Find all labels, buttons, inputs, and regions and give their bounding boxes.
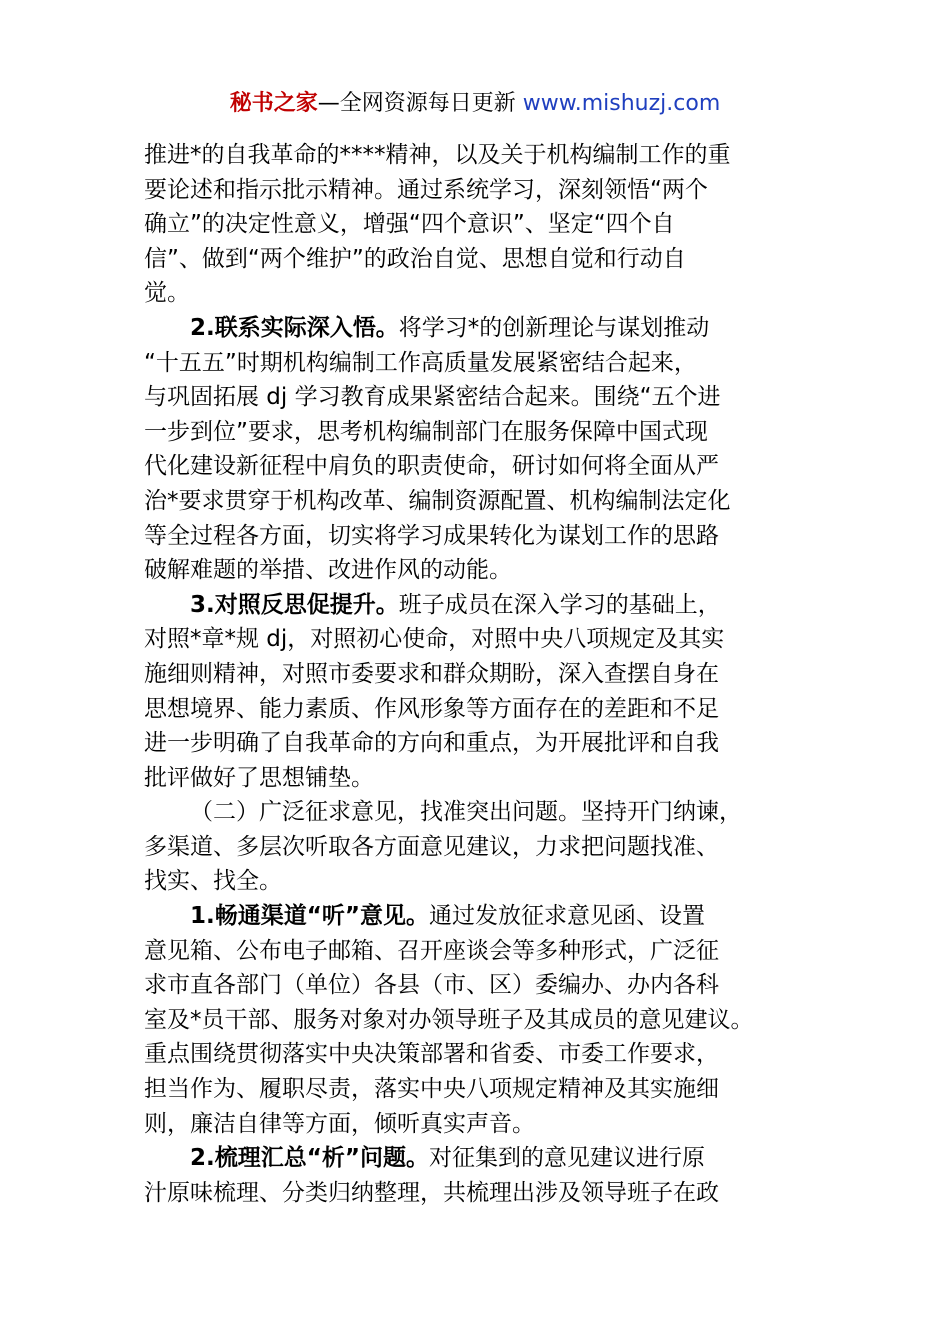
text-line: 确立”的决定性意义，增强“四个意识”、坚定“四个自 [144, 211, 675, 238]
text-line: 则，廉洁自律等方面，倾听真实声音。 [144, 1110, 535, 1137]
section-heading-line: 2.联系实际深入悟。将学习*的创新理论与谋划推动 [190, 314, 710, 341]
text-line: 思想境界、能力素质、作风形象等方面存在的差距和不足 [144, 695, 719, 722]
text-line: 重点围绕贯彻落实中央决策部署和省委、市委工作要求， [144, 1041, 719, 1068]
section-heading: 3.对照反思促提升。 [190, 591, 399, 618]
page-header [0, 88, 950, 120]
text-line: 治*要求贯穿于机构改革、编制资源配置、机构编制法定化 [144, 487, 731, 514]
text-line: 求市直各部门（单位）各县（市、区）委编办、办内各科 [144, 972, 719, 999]
text-line: 等全过程各方面，切实将学习成果转化为谋划工作的思路 [144, 522, 719, 549]
section-heading-line: 3.对照反思促提升。班子成员在深入学习的基础上， [190, 591, 721, 618]
text-line: 与巩固拓展 dj 学习教育成果紧密结合起来。围绕“五个进 [144, 384, 721, 411]
text-line: 信”、做到“两个维护”的政治自觉、思想自觉和行动自 [144, 245, 686, 272]
text-line: 破解难题的举措、改进作风的动能。 [144, 557, 512, 584]
text-line: 推进*的自我革命的****精神，以及关于机构编制工作的重 [144, 142, 731, 168]
brand-name: 秘书之家 [229, 91, 318, 116]
section-heading-line: 1.畅通渠道“听”意见。通过发放征求意见函、设置 [190, 903, 705, 930]
text-line: 多渠道、多层次听取各方面意见建议，力求把问题找准、 [144, 833, 719, 860]
text-line: 找实、找全。 [144, 868, 282, 895]
document-body [144, 138, 834, 1210]
text-line: 代化建设新征程中肩负的职责使命，研讨如何将全面从严 [144, 453, 719, 480]
section-heading: 2.联系实际深入悟。 [190, 314, 399, 341]
text-line: “十五五”时期机构编制工作高质量发展紧密结合起来， [144, 349, 697, 376]
text-line: 担当作为、履职尽责，落实中央八项规定精神及其实施细 [144, 1076, 719, 1103]
text-line: 汁原味梳理、分类归纳整理，共梳理出涉及领导班子在政 [144, 1179, 719, 1206]
text-line: 对照*章*规 dj，对照初心使命，对照中央八项规定及其实 [144, 626, 725, 653]
section-heading-line: 2.梳理汇总“析”问题。对征集到的意见建议进行原 [190, 1145, 705, 1172]
text-line: 觉。 [144, 280, 190, 307]
text-line: 批评做好了思想铺垫。 [144, 764, 374, 791]
text-line: 室及*员干部、服务对象对办领导班子及其成员的意见建议。 [144, 1006, 754, 1033]
site-url[interactable]: www.mishuzj.com [522, 91, 721, 116]
text-line: 意见箱、公布电子邮箱、召开座谈会等多种形式，广泛征 [144, 937, 719, 964]
text-line: 施细则精神，对照市委要求和群众期盼，深入查摆自身在 [144, 660, 719, 687]
subsection-heading-line: （二）广泛征求意见，找准突出问题。坚持开门纳谏， [190, 799, 742, 826]
text-line: 要论述和指示批示精神。通过系统学习，深刻领悟“两个 [144, 176, 708, 203]
section-heading: 1.畅通渠道“听”意见。 [190, 903, 429, 930]
text-line: 一步到位”要求，思考机构编制部门在服务保障中国式现 [144, 418, 708, 445]
header-slogan: —全网资源每日更新 [317, 91, 523, 116]
text-line: 进一步明确了自我革命的方向和重点，为开展批评和自我 [144, 730, 719, 757]
section-heading: 2.梳理汇总“析”问题。 [190, 1145, 429, 1172]
